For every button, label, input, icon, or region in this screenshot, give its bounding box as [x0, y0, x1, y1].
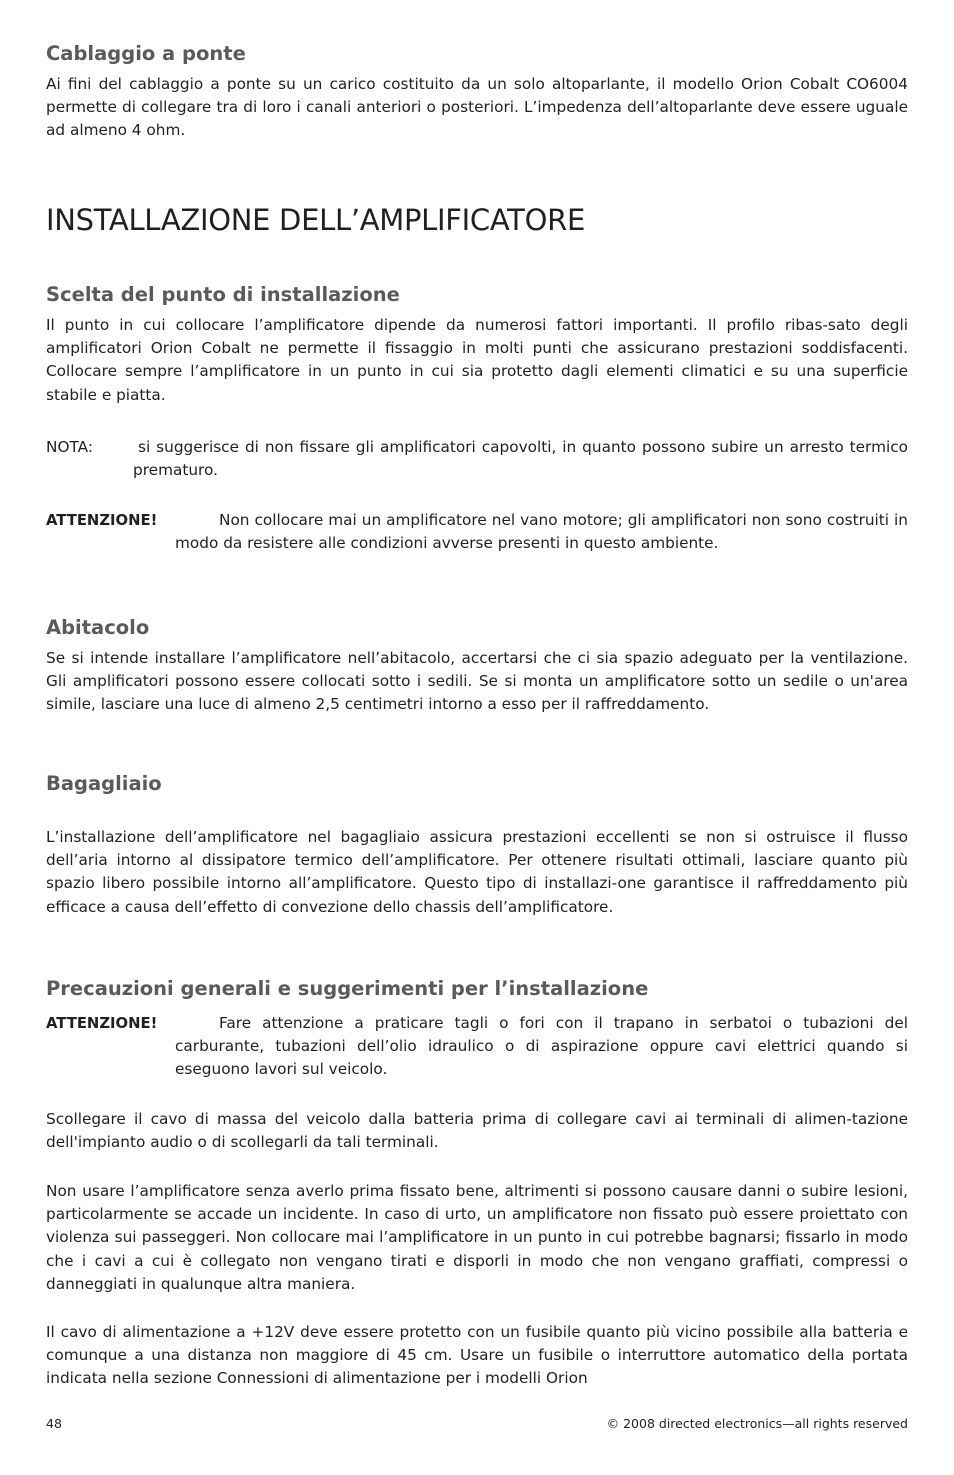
warning-block-drilling: [46, 1012, 908, 1082]
paragraph-block-1: [46, 1108, 908, 1154]
section-bagagliaio: [46, 772, 908, 919]
paragraph-abitacolo: Se si intende installare l’amplificatore nell’abitacolo, accertarsi che ci sia spazio adeguato per la ventilazione. Gli amplificatori possono essere collocati sotto i sedili. Se si monta un amplificatore sotto un sedile o un'area simile, lasciare una luce di almeno 2,5 centimetri intorno a esso per il raffreddamento.: [46, 649, 908, 714]
warning-label: ATTENZIONE!: [46, 1015, 158, 1032]
paragraph-cablaggio: Ai fini del cablaggio a ponte su un carico costituito da un solo altoparlante, il modello Orion Cobalt CO6004 permette di collegare tra di loro i canali anteriori o posteriori. L’impedenza dell’altoparlante deve essere uguale ad almeno 4 ohm.: [46, 75, 908, 140]
paragraph-fissaggio: Non usare l’amplificatore senza averlo prima fissato bene, altrimenti si possono causare danni o subire lesioni, particolarmente se accade un incidente. In caso di urto, un amplificatore non fissato può essere proiettato con violenza sui passeggeri. Non collocare mai l’amplificatore in un punto in cui potrebbe bagnarsi; fissarlo in modo che i cavi a cui è collegato non vengano tirati e disporli in modo che non vengano graffiati, compressi o danneggiati in qualunque altra maniera.: [46, 1182, 908, 1293]
note-block: [46, 436, 908, 482]
paragraph-scollegare: Scollegare il cavo di massa del veicolo dalla batteria prima di collegare cavi ai terminali di alimen-tazione dell'impianto audio o di scollegarli da tali terminali.: [46, 1110, 908, 1152]
paragraph-scelta: Il punto in cui collocare l’amplificatore dipende da numerosi fattori importanti. Il profilo ribas-sato degli amplificatori Orion Cobalt ne permette il fissaggio in molti punti che assicurano prestazioni soddisfacenti. Collocare sempre l’amplificatore in un punto in cui sia protetto dagli elementi climatici e su una superficie stabile e piatta.: [46, 316, 908, 404]
page-number: 48: [46, 1416, 62, 1431]
paragraph-bagagliaio: L’installazione dell’amplificatore nel bagagliaio assicura prestazioni eccellenti se non si ostruisce il flusso dell’aria intorno al dissipatore termico dell’amplificatore. Per ottenere risultati ottimali, lasciare quanto più spazio libero possibile intorno all’amplificatore. Questo tipo di installazi-one garantisce il raffreddamento più efficace a causa dell’effetto di convezione dello chassis dell’amplificatore.: [46, 828, 908, 916]
section-cablaggio: [46, 42, 908, 143]
heading-bagagliaio: Bagagliaio: [46, 772, 162, 795]
heading-cablaggio-a-ponte: Cablaggio a ponte: [46, 42, 246, 65]
heading-precauzioni: Precauzioni generali e suggerimenti per l’installazione: [46, 977, 649, 1000]
heading-abitacolo: Abitacolo: [46, 616, 150, 639]
warning-block-engine: [46, 509, 908, 555]
page-title: INSTALLAZIONE DELL’AMPLIFICATORE: [46, 203, 585, 237]
warning-text-engine: Non collocare mai un amplificatore nel vano motore; gli amplificatori non sono costruiti in modo da resistere alle condizioni avverse presenti in questo ambiente.: [175, 511, 908, 553]
paragraph-block-2: [46, 1180, 908, 1296]
note-text: si suggerisce di non fissare gli amplificatori capovolti, in quanto possono subire un arresto termico prematuro.: [133, 438, 908, 480]
section-installazione-title: [46, 202, 908, 238]
section-abitacolo: [46, 616, 908, 717]
page-footer: [46, 1414, 908, 1434]
copyright-notice: © 2008 directed electronics—all rights reserved: [606, 1416, 908, 1431]
section-scelta: [46, 283, 908, 407]
note-label: NOTA:: [46, 438, 93, 456]
paragraph-block-3: [46, 1321, 908, 1391]
paragraph-fusibile: Il cavo di alimentazione a +12V deve essere protetto con un fusibile quanto più vicino possibile alla batteria e comunque a una distanza non maggiore di 45 cm. Usare un fusibile o interruttore automatico della portata indicata nella sezione Connessioni di alimentazione per i modelli Orion: [46, 1323, 908, 1388]
heading-scelta-punto: Scelta del punto di installazione: [46, 283, 400, 306]
warning-label: ATTENZIONE!: [46, 512, 158, 529]
section-precauzioni: [46, 977, 908, 1001]
warning-text-drilling: Fare attenzione a praticare tagli o fori con il trapano in serbatoi o tubazioni del carburante, tubazioni dell’olio idraulico o di aspirazione oppure cavi elettrici quando si eseguono lavori sul veicolo.: [175, 1014, 908, 1079]
